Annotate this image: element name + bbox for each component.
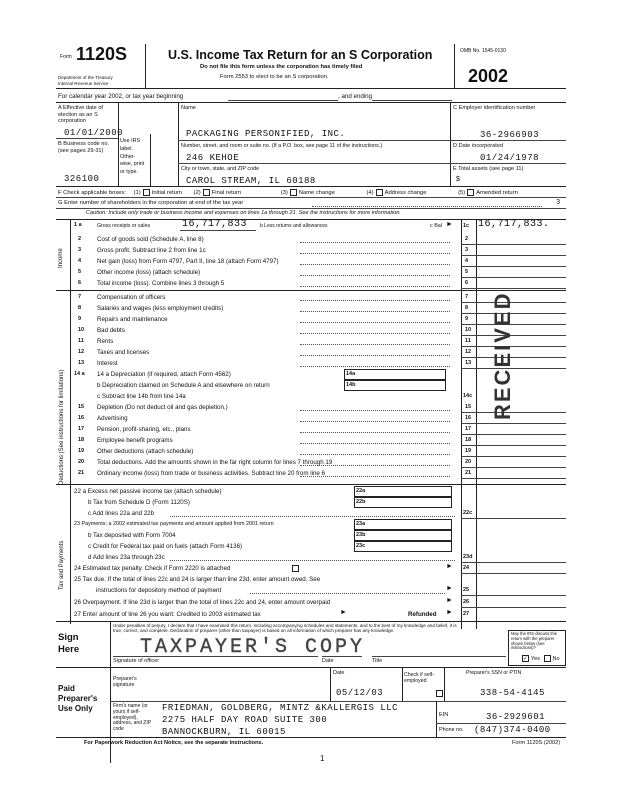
line-22a-label: 22 a Excess net passive income tax (attach schedule) — [74, 488, 222, 495]
tax-payments-section-label: Tax and Payments — [59, 540, 65, 590]
line-label: Depletion (Do not deduct oil and gas depletion.) — [97, 404, 228, 411]
line-label: Interest — [97, 360, 118, 367]
line-number: 11 — [78, 338, 84, 344]
title-label: Title — [372, 658, 383, 664]
effective-date-value: 01/01/2000 — [64, 128, 124, 138]
form-footer-id: Form 1120S (2002) — [512, 740, 561, 746]
line-22b-num: 22b — [356, 499, 366, 505]
line-label: Pension, profit-sharing, etc., plans — [97, 426, 191, 433]
business-code-value: 326100 — [64, 174, 100, 184]
perjury-statement: Under penalties of perjury, I declare that I have examined this return, including accompanying schedules and statements, and to the best of my knowledge and belief, it is true, correct, and complete. Declaration of preparer (other than taxpayer) is based on all information of which preparer has any knowledge. — [113, 623, 457, 634]
tax-year: 2002 — [468, 66, 509, 86]
page-number: 1 — [320, 754, 325, 763]
line-number: 19 — [78, 448, 85, 454]
city-state-zip: CAROL STREAM, IL 60188 — [186, 176, 316, 186]
yes-no-row — [520, 655, 560, 662]
line-label: Gross profit. Subtract line 2 from line 1c — [97, 247, 206, 254]
line-number: 16 — [78, 415, 85, 421]
right-column-line-number: 11 — [465, 338, 471, 344]
firm-name-label: Firm's name (or yours if self-employed), address, and ZIP code — [113, 703, 151, 733]
line-number: 20 — [78, 459, 85, 465]
right-column-line-number: 15 — [465, 404, 472, 410]
line-23a-label: 23 Payments: a 2002 estimated tax payments and amount applied from 2001 return — [74, 521, 274, 527]
name-change-checkbox[interactable] — [290, 189, 297, 196]
line-label: Taxes and licenses — [97, 349, 150, 356]
line-label: Total deductions. Add the amounts shown in the far right column for lines 7 through 19 — [97, 459, 333, 466]
self-employed-label: Check if self- employed — [404, 672, 434, 684]
right-column-line-number: 7 — [465, 294, 469, 300]
irs-discuss-text: May the IRS discuss this return with the preparer shown below (see instructions)? — [511, 631, 557, 651]
check-boxes-row — [58, 189, 518, 196]
line-number: 21 — [78, 470, 85, 476]
line-14a-num: 14a — [346, 371, 356, 377]
caution-note: Caution: Include only trade or business income and expenses on lines 1a through 21. See the instructions for more information. — [86, 210, 401, 216]
firm-address: 2275 HALF DAY ROAD SUITE 300 — [162, 715, 328, 725]
f4-num: (4) — [366, 190, 374, 197]
right-column-line-number: 8 — [465, 305, 469, 311]
refunded-label: Refunded — [408, 611, 437, 618]
line-number: 9 — [78, 316, 82, 322]
preparer-date: 05/12/03 — [336, 688, 384, 698]
line-number: 12 — [78, 349, 85, 355]
line-24-num: 24 — [463, 565, 470, 571]
line-number: 18 — [78, 437, 85, 443]
right-column-line-number: 20 — [465, 459, 472, 465]
gross-receipts-value: 16,717,833 — [182, 219, 248, 230]
check-applicable-label: F Check applicable boxes: — [58, 190, 126, 197]
line-22a-box[interactable] — [354, 486, 452, 497]
address-label: Number, street, and room or suite no. (If a P.O. box, see page 11 of the instructions.) — [181, 143, 383, 149]
use-irs-label: Use IRS label. Other- wise, print or type. — [120, 138, 145, 176]
line-1c-amount: 16,717,833. — [478, 219, 550, 230]
right-column-line-number: 21 — [465, 470, 472, 476]
line-23b-num: 23b — [356, 532, 366, 538]
address-change-checkbox[interactable] — [376, 189, 383, 196]
right-column-line-number: 17 — [465, 426, 472, 432]
employer-id-number: 36-2966903 — [480, 130, 540, 140]
instruction-line-1: Do not file this form unless the corporation has timely filed — [200, 64, 363, 70]
returns-allowances-label: b Less returns and allowances — [260, 223, 328, 229]
business-code-label: B Business code no. (see pages 29-31) — [58, 141, 109, 154]
f3-num: (3) — [280, 190, 288, 197]
line-number: 2 — [78, 236, 82, 242]
line-22b-label: b Tax from Schedule D (Form 1120S) — [88, 499, 190, 506]
amended-return-label: Amended return — [476, 190, 518, 197]
line-label: Advertising — [97, 415, 128, 422]
line-22c-num: 22c — [463, 510, 473, 516]
right-column-line-number: 10 — [465, 327, 472, 333]
address-change-label: Address change — [384, 190, 427, 197]
line-number: 15 — [78, 404, 85, 410]
line-14c-label: c Subtract line 14b from line 14a — [97, 393, 186, 400]
shareholders-label: G Enter number of shareholders in the corporation at end of the tax year — [58, 200, 244, 206]
line-27-label: 27 Enter amount of line 26 you want: Credited to 2003 estimated tax — [74, 611, 261, 618]
right-column-line-number: 16 — [465, 415, 472, 421]
line-14a-label: 14 a Depreciation (if required, attach Form 4562) — [97, 371, 231, 378]
total-assets-label: E Total assets (see page 11) — [453, 166, 524, 172]
right-column-line-number: 9 — [465, 316, 469, 322]
total-assets-dollar: $ — [456, 176, 460, 183]
right-column-line-number: 2 — [465, 236, 469, 242]
line-26-label: 26 Overpayment. If line 23d is larger than the total of lines 22c and 24, enter amount overpaid — [74, 599, 331, 606]
line-number: 6 — [78, 280, 82, 286]
initial-return-label: Initial return — [151, 190, 183, 197]
line-label: Net gain (loss) from Form 4797, Part II, line 18 (attach Form 4797) — [97, 258, 279, 265]
irs-label: Internal Revenue Service — [58, 81, 109, 86]
line-label: Repairs and maintenance — [97, 316, 168, 323]
date-incorporated-label: D Date incorporated — [453, 143, 504, 149]
name-label: Name — [181, 105, 196, 111]
preparer-ssn: 338-54-4145 — [480, 688, 545, 698]
line-number: 3 — [78, 247, 82, 253]
line-25-num: 25 — [463, 587, 470, 593]
line-14b-label: b Depreciation claimed on Schedule A and elsewhere on return — [97, 382, 270, 389]
line-22c-label: c Add lines 22a and 22b — [88, 510, 155, 517]
initial-return-checkbox[interactable] — [143, 189, 150, 196]
right-column-line-number: 19 — [465, 448, 472, 454]
right-column-line-number: 3 — [465, 247, 469, 253]
corporation-name: PACKAGING PERSONIFIED, INC. — [186, 129, 346, 139]
line-23c-label: c Credit for Federal tax paid on fuels (attach Form 4136) — [88, 543, 243, 550]
line-number: 7 — [78, 294, 82, 300]
received-stamp: RECEIVED — [490, 291, 515, 420]
income-section-label: Income — [58, 248, 64, 268]
line-25-label: 25 Tax due. If the total of lines 22c and 24 is larger than line 23d, enter amount owed. See — [74, 576, 321, 583]
firm-name: FRIEDMAN, GOLDBERG, MINTZ &KALLERGIS LLC — [162, 703, 399, 713]
dept-treasury: Department of the Treasury — [58, 75, 113, 80]
right-column-line-number: 5 — [465, 269, 469, 275]
yes-label: Yes — [531, 655, 540, 662]
line-label: Cost of goods sold (Schedule A, line 8) — [97, 236, 204, 243]
f2-num: (2) — [193, 190, 201, 197]
line-14b-box[interactable] — [344, 380, 446, 391]
and-ending-label: , and ending — [338, 93, 373, 100]
form-title: U.S. Income Tax Return for an S Corporation — [168, 48, 433, 62]
signature-of-officer-label: Signature of officer — [113, 658, 160, 664]
line-label: Other deductions (attach schedule) — [97, 448, 194, 455]
paperwork-notice: For Paperwork Reduction Act Notice, see the separate instructions. — [84, 740, 264, 746]
final-return-checkbox[interactable] — [203, 189, 210, 196]
form-2220-checkbox[interactable] — [292, 565, 299, 572]
line-23a-num: 23a — [356, 521, 366, 527]
calendar-year-line: For calendar year 2002, or tax year beginning — [58, 93, 184, 100]
f5-num: (5) — [458, 190, 466, 197]
firm-ein-label: EIN — [439, 712, 449, 718]
amended-return-checkbox[interactable] — [467, 189, 474, 196]
line-26-num: 26 — [463, 599, 470, 605]
no-label: No — [552, 655, 560, 662]
form-number: 1120S — [76, 44, 128, 64]
firm-ein: 36-2929601 — [486, 712, 546, 722]
line-22b-box[interactable] — [354, 497, 452, 508]
preparer-ssn-label: Preparer's SSN or PTIN — [466, 670, 522, 676]
line-23b-box[interactable] — [354, 530, 452, 541]
date-incorporated: 01/24/1978 — [480, 153, 540, 163]
self-employed-checkbox[interactable] — [436, 690, 443, 697]
final-return-label: Final return — [211, 190, 242, 197]
name-change-label: Name change — [298, 190, 335, 197]
shareholders-count: 3 — [556, 199, 561, 207]
ein-label: C Employer identification number — [453, 105, 536, 111]
taxpayers-copy-stamp: TAXPAYER'S COPY — [140, 636, 366, 659]
line-25-continued: instructions for depository method of payment — [96, 587, 222, 594]
line-14a-box[interactable] — [344, 369, 446, 380]
form-label: Form — [60, 54, 72, 60]
line-number: 8 — [78, 305, 82, 311]
line-number: 17 — [78, 426, 85, 432]
line-23b-label: b Tax deposited with Form 7004 — [88, 532, 176, 539]
preparer-signature-label: Preparer's signature — [113, 676, 137, 688]
deductions-section-label: Deductions (See instructions for limitations) — [59, 369, 65, 485]
line-23d-num: 23d — [463, 554, 473, 560]
right-column-line-number: 13 — [465, 360, 472, 366]
line-label: Other income (loss) (attach schedule) — [97, 269, 201, 276]
discuss-yes-checkbox[interactable]: ✓ — [523, 656, 528, 662]
line-label: Total income (loss). Combine lines 3 through 5 — [97, 280, 225, 287]
line-22a-num: 22a — [356, 488, 366, 494]
line-23c-num: 23c — [356, 543, 366, 549]
line-label: Employee benefit programs — [97, 437, 173, 444]
sign-date-label: Date — [322, 658, 334, 664]
line-14c-num: 14c — [463, 393, 473, 399]
line-label: Ordinary income (loss) from trade or business activities. Subtract line 20 from line 6 — [97, 470, 325, 477]
line-label: Bad debts — [97, 327, 125, 334]
line-23a-box[interactable] — [354, 519, 452, 530]
omb-number: OMB No. 1545-0130 — [460, 48, 506, 54]
right-column-line-number: 18 — [465, 437, 472, 443]
line-23d-label: d Add lines 23a through 23c — [88, 554, 165, 561]
line-label: Compensation of officers — [97, 294, 166, 301]
effective-date-label: A Effective date of election as an S corporation — [58, 105, 103, 124]
instruction-line-2: Form 2553 to elect to be an S corporation. — [220, 74, 329, 80]
f1-num: (1) — [133, 190, 141, 197]
city-label: City or town, state, and ZIP code — [181, 166, 260, 172]
line-27-num: 27 — [463, 611, 470, 617]
right-column-line-number: 12 — [465, 349, 472, 355]
right-column-line-number: 6 — [465, 280, 469, 286]
right-column-line-number: 4 — [465, 258, 469, 264]
line-label: Salaries and wages (less employment credits) — [97, 305, 224, 312]
line-number: 5 — [78, 269, 82, 275]
line-14b-num: 14b — [346, 382, 356, 388]
line-number: 4 — [78, 258, 82, 264]
line-number: 10 — [78, 327, 85, 333]
line-23c-box[interactable] — [354, 541, 452, 552]
discuss-no-checkbox[interactable] — [544, 655, 551, 662]
sign-here-label: Sign Here — [58, 632, 80, 655]
street-address: 246 KEHOE — [186, 153, 240, 163]
gross-receipts-label: Gross receipts or sales — [97, 223, 151, 229]
phone-label: Phone no. — [439, 727, 464, 733]
firm-phone: (847)374-0400 — [474, 725, 551, 735]
line-number: 13 — [78, 360, 85, 366]
balance-label: c Bal — [430, 223, 442, 229]
line-24-label: 24 Estimated tax penalty. Check if Form 2220 is attached — [74, 565, 231, 572]
firm-city: BANNOCKBURN, IL 60015 — [162, 727, 286, 737]
preparer-date-label: Date — [333, 670, 345, 676]
line-label: Rents — [97, 338, 114, 345]
paid-preparer-label: Paid Preparer's Use Only — [58, 684, 98, 713]
